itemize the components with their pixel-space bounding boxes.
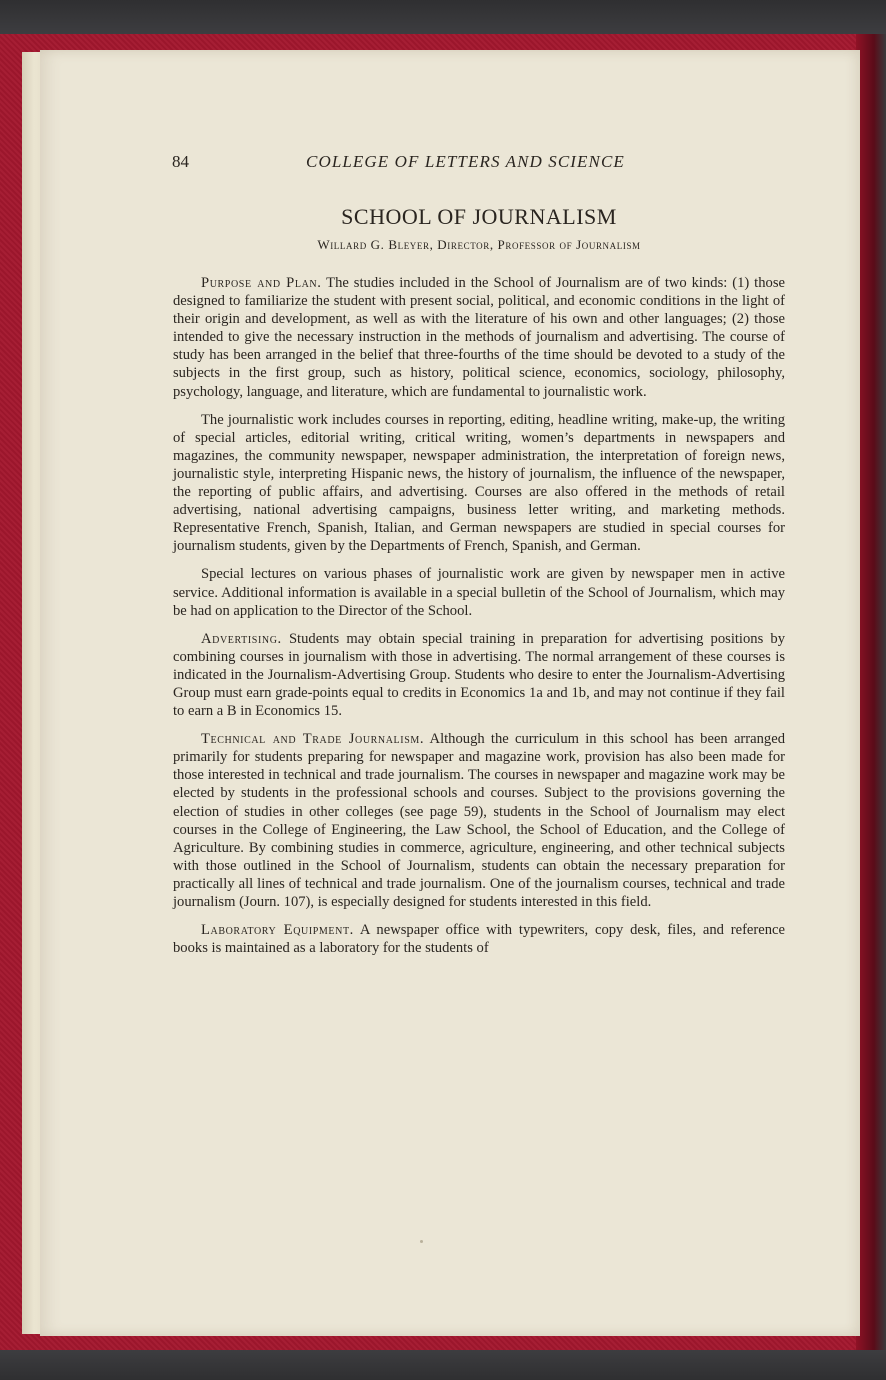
page-content (173, 150, 785, 957)
paragraph-lead: Advertising. (201, 630, 282, 647)
scan-background-bottom (0, 1350, 886, 1380)
paragraph-special-lectures (173, 565, 785, 619)
paragraph-text: Although the curriculum in this school has been arranged primarily for students preparing for newspaper and magazine work, provision has also been made for those interested in technical and trade journalism. The courses in newspaper and magazine work may be elected by students in the professional schools and courses. Subject to the provisions governing the election of studies in other colleges (see page 59), students in the School of Journalism may elect courses in the College of Engineering, the Law School, the School of Education, and the College of Agriculture. By combining studies in commerce, agriculture, engineering, and other technical subjects with those outlined in the School of Journalism, students can obtain the necessary preparation for practically all lines of technical and trade journalism. One of the journalism courses, technical and trade journalism (Journ. 107), is especially designed for students interested in this field. (173, 731, 785, 910)
paper-speck (420, 1240, 423, 1243)
paragraph-text: Special lectures on various phases of journalistic work are given by newspaper men in active service. Additional information is available in a special bulletin of the School of Journalism, which may be had on application to the Director of the School. (173, 566, 785, 619)
paragraph-laboratory (173, 921, 785, 957)
paragraph-text: Students may obtain special training in preparation for advertising positions by combining courses in journalism with those in advertising. The normal arrangement of these courses is indicated in the Journalism-Advertising Group. Students who desire to enter the Journalism-Advertising Group must earn grade-points equal to credits in Economics 1a and 1b, and may not continue if they fail to earn a B in Economics 15. (173, 630, 785, 720)
paragraph-purpose (173, 274, 785, 401)
section-title: SCHOOL OF JOURNALISM (341, 204, 617, 229)
scan-background-top (0, 0, 886, 34)
paragraph-journalistic-work (173, 411, 785, 556)
paragraph-technical-trade (173, 730, 785, 911)
page-number: 84 (172, 152, 189, 171)
paragraph-lead: Purpose and Plan. (201, 275, 322, 291)
running-title: COLLEGE OF LETTERS AND SCIENCE (306, 152, 625, 171)
paragraph-text: A newspaper office with typewriters, copy desk, files, and reference books is maintained as a laboratory for the students of (173, 922, 785, 957)
paragraph-lead: Technical and Trade Journalism. (201, 731, 425, 748)
book-cover-edge (856, 34, 886, 1350)
running-head (173, 150, 785, 178)
paragraph-text: The journalistic work includes courses in reporting, editing, headline writing, make-up, the writing of special articles, editorial writing, critical writing, women’s departments in newspapers and magazines, the community newspaper, newspaper administration, the interpretation of foreign news, journalistic style, interpreting Hispanic news, the history of journalism, the influence of the newspaper, the reporting of public affairs, and advertising. Courses are also offered in the methods of retail advertising, national advertising campaigns, business letter writing, and marketing methods. Representative French, Spanish, Italian, and German newspapers are studied in special courses for journalism students, given by the Departments of French, Spanish, and German. (173, 411, 785, 555)
paragraph-lead: Laboratory Equipment. (201, 922, 354, 939)
paragraph-text: The studies included in the School of Journalism are of two kinds: (1) those designed to familiarize the student with present social, political, and economic conditions in the light of their origin and development, as well as with the literature of his own and other languages; (2) those intended to give the necessary instruction in the methods of journalism and advertising. The course of study has been arranged in the belief that three-fourths of the time should be devoted to a study of the subjects in the first group, such as history, political science, economics, sociology, philosophy, psychology, language, and literature, which are fundamental to journalistic work. (173, 275, 785, 400)
paragraph-advertising (173, 630, 785, 720)
section-byline: Willard G. Bleyer, Director, Professor of Journalism (317, 237, 641, 252)
